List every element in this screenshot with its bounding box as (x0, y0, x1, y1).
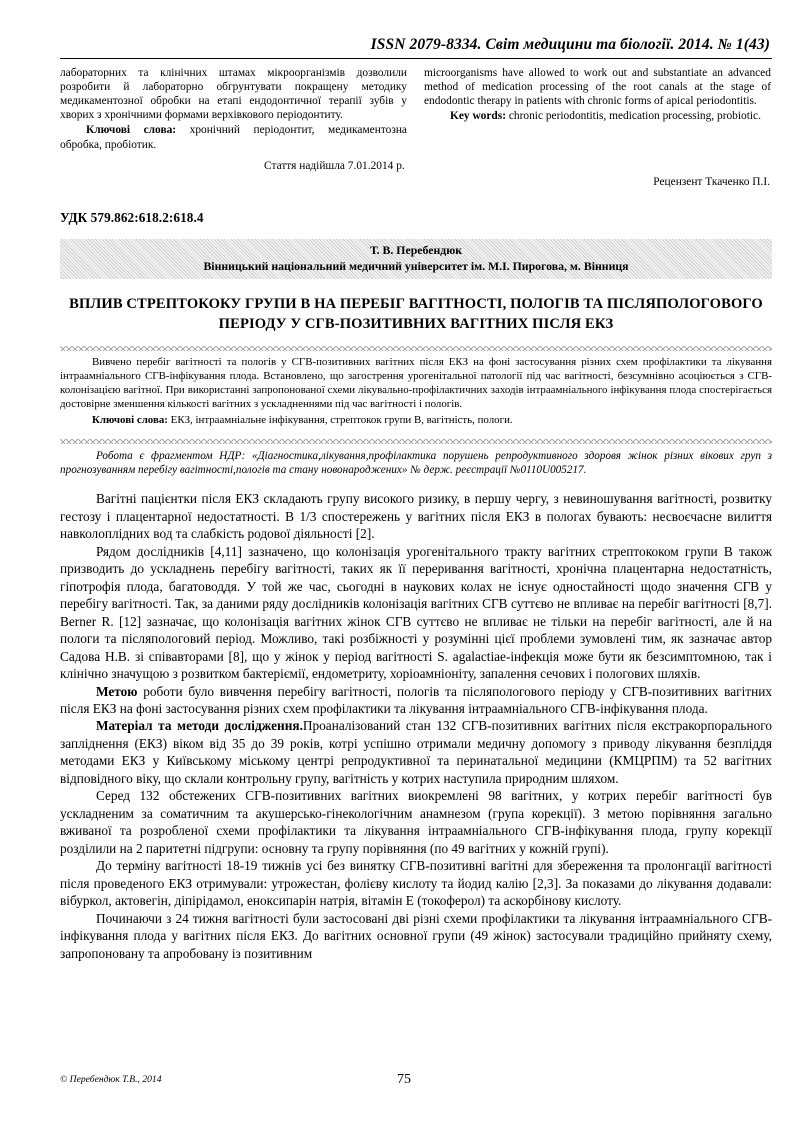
body-paragraph (60, 717, 772, 787)
top-abstract-left-keywords (60, 123, 407, 151)
page-number: 75 (397, 1072, 411, 1087)
body-paragraph (60, 910, 772, 962)
header-rule (60, 58, 772, 59)
ndr-note: Робота є фрагментом НДР: «Діагностика,лікування,профілактика порушень репродуктивного здоровя жінок різних вікових груп з прогнозуванням перебігу вагітності,пологів та стану новонароджених» № держ. реєстрації №0110U005217. (60, 449, 772, 477)
abstract-keywords (60, 414, 772, 428)
page-content (60, 0, 772, 962)
paragraph-lead: Матеріал та методи дослідження. (96, 718, 303, 734)
zigzag-divider-bottom (60, 437, 772, 444)
paragraph-text: Рядом дослідників [4,11] зазначено, що колонізація урогенітального тракту вагітних стрептококом групи В також призводить до ускладнень перебігу вагітності, таких як її переривання вагітності, хронічна плацентарна недостатність, гіпотрофія плода, багатоводдя. У той же час, сьогодні в наукових колах не існує одностайності щодо значення СГВ у перебігу вагітності. Так, за даними ряду дослідників колонізація вагітних СГВ суттєво не впливає на перебіг вагітності [8,7]. Berner R. [12] зазначає, що колонізація вагітних жінок СГВ суттєво не впливає не тільки на перебіг вагітності, але й на пологи та післяпологовий період. Можливо, такі розбіжності у розумінні цієї проблеми зумовлені тим, як зазначає автор Садова Н.В. зі співавторами [8], що у жінок у період вагітності S. agalactiae-інфекція може бути як безсимптомною, так і клінічно значущою з розвитком бактеріємії, ендометриту, хоріоамніоніту, запалення сечових і пологових шляхів. (60, 543, 772, 682)
paragraph-text: Вагітні пацієнтки після ЕКЗ складають групу високого ризику, в першу чергу, з невиношування вагітності, розвитку гестозу і плацентарної недостатності. В 1/3 спостережень у вагітних після ЕКЗ в пологах бувають: несвоєчасне вилиття навколоплідних вод та слабкість родової діяльності [2]. (60, 491, 772, 542)
author-name: Т. В. Перебендюк (369, 242, 463, 257)
abstract-text: Вивчено перебіг вагітності та пологів у СГВ-позитивних вагітних після ЕКЗ на фоні застосування різних схем профілактики та лікування інтраамніального СГВ-інфікування плода. Встановлено, що загострення урогенітальної патології під час вагітності, безсумнівно асоціюється з СГВ-колонізацією вагітної. При використанні запропонованої схеми лікувально-профілактичних заходів інтраамніального інфікування плода спостерігається достовірне зменшення кількості вагітних з ускладненнями під час вагітності і пологів. (60, 355, 772, 410)
body-paragraph (60, 787, 772, 857)
body-paragraph (60, 683, 772, 718)
top-abstract-left-body: лабораторних та клінічних штамах мікроорганізмів дозволили розробити й лабораторно обгрунтувати покращену методику медикаментозної обробки на етапі ендодонтичної терапії зубів у хворих з хронічними формами верхівкового періодонтиту. (60, 66, 407, 122)
paragraph-text: Проаналізований стан 132 СГВ-позитивних вагітних після екстракорпорального запліднення (ЕКЗ) віком від 35 до 39 років, котрі успішно отримали медичну допомогу з приводу лікування безпліддя методами ЕКЗ у Київському міському центрі репродуктивної та перинатальної медицини (КМЦРПМ) та 52 вагітних відповідного віку, що склали контрольну групу, вагітність у котрих наступила природним шляхом. (60, 718, 772, 786)
article-meta-line (60, 159, 772, 188)
ndr-note-block (60, 449, 772, 479)
copyright-notice: © Перебендюк Т.В., 2014 (60, 1074, 162, 1085)
top-abstract-left-keywords-text: хронічний періодонтит, медикаментозна обробка, пробіотик. (60, 124, 407, 151)
body-paragraph (60, 543, 772, 683)
top-abstract-right-keywords-label: Key words: (450, 110, 506, 123)
top-abstract-right-body: microorganisms have allowed to work out and substantiate an advanced method of medication processing of the root canals at the stage of endodontic therapy in patients with chronic forms of apical periodontitis. (424, 66, 771, 108)
top-abstract-columns (60, 66, 772, 152)
abstract-keywords-label: Ключові слова: (92, 413, 168, 426)
abstract-block (60, 356, 772, 428)
body-paragraph (60, 490, 772, 542)
body-paragraph (60, 857, 772, 909)
article-title: ВПЛИВ СТРЕПТОКОКУ ГРУПИ В НА ПЕРЕБІГ ВАГІТНОСТІ, ПОЛОГІВ ТА ПІСЛЯПОЛОГОВОГО ПЕРІОДУ У СГВ-ПОЗИТИВНИХ ВАГІТНИХ ПІСЛЯ ЕКЗ (69, 296, 763, 332)
top-abstract-right-keywords (424, 109, 771, 123)
udc-code: УДК 579.862:618.2:618.4 (60, 209, 204, 225)
paragraph-text: роботи було вивчення перебігу вагітності, пологів та післяпологового періоду у СГВ-позитивних вагітних після ЕКЗ на фоні застосування різних схем профілактики та лікування інтраамніального СГВ-інфікування плода. (60, 683, 772, 716)
running-head: ISSN 2079-8334. Світ медицини та біології. 2014. № 1(43) (370, 36, 770, 53)
top-abstract-left-column (60, 66, 407, 152)
paragraph-text: До терміну вагітності 18-19 тижнів усі без винятку СГВ-позитивні вагітні для збереження та пролонгації вагітності після проведеного ЕКЗ отримували: утрожестан, фолієву кислоту та йодид калію [2,3]. За показами до лікування додавали: вібуркол, актовегін, діпірідамол, еноксипарін натрія, вітамін Е (токоферол) та аскорбінову кислоту. (60, 858, 772, 909)
top-abstract-right-keywords-text: chronic periodontitis, medication processing, probiotic. (506, 110, 761, 123)
reviewer-name: Рецензент Ткаченко П.І. (653, 175, 770, 188)
paragraph-lead: Метою (96, 683, 138, 699)
author-banner (60, 239, 772, 280)
page-footer (60, 1072, 772, 1092)
zigzag-divider-top (60, 344, 772, 351)
article-body (60, 490, 772, 962)
top-abstract-right-column (424, 66, 771, 124)
author-affiliation: Вінницький національний медичний університет ім. М.І. Пирогова, м. Вінниця (203, 259, 629, 274)
paragraph-text: Починаючи з 24 тижня вагітності були застосовані дві різні схеми профілактики та лікування інтраамніального СГВ-інфікування плода у вагітних після ЕКЗ. До вагітних основної групи (49 жінок) застосували традиційно прийняту схему, запропоновану та апробовану із позитивним (60, 910, 772, 961)
abstract-keywords-text: ЕКЗ, інтраамніальне інфікування, стрептокок групи В, вагітність, пологи. (167, 413, 513, 426)
top-abstract-left-keywords-label: Ключові слова: (86, 124, 177, 137)
paragraph-text: Серед 132 обстежених СГВ-позитивних вагітних виокремлені 98 вагітних, у котрих перебіг вагітності був ускладненим за соматичним та акушерсько-гінекологічним анамнезом (група корекції). З метою порівняння загально вживаної та розробленої схеми профілактики та лікування інтраамніального СГВ-інфікування плода, групу корекції розділили на 2 паритетні підгрупи: основну та групу порівняння (по 49 вагітних у кожній групі). (60, 788, 772, 856)
received-date: Стаття надійшла 7.01.2014 р. (264, 159, 405, 172)
